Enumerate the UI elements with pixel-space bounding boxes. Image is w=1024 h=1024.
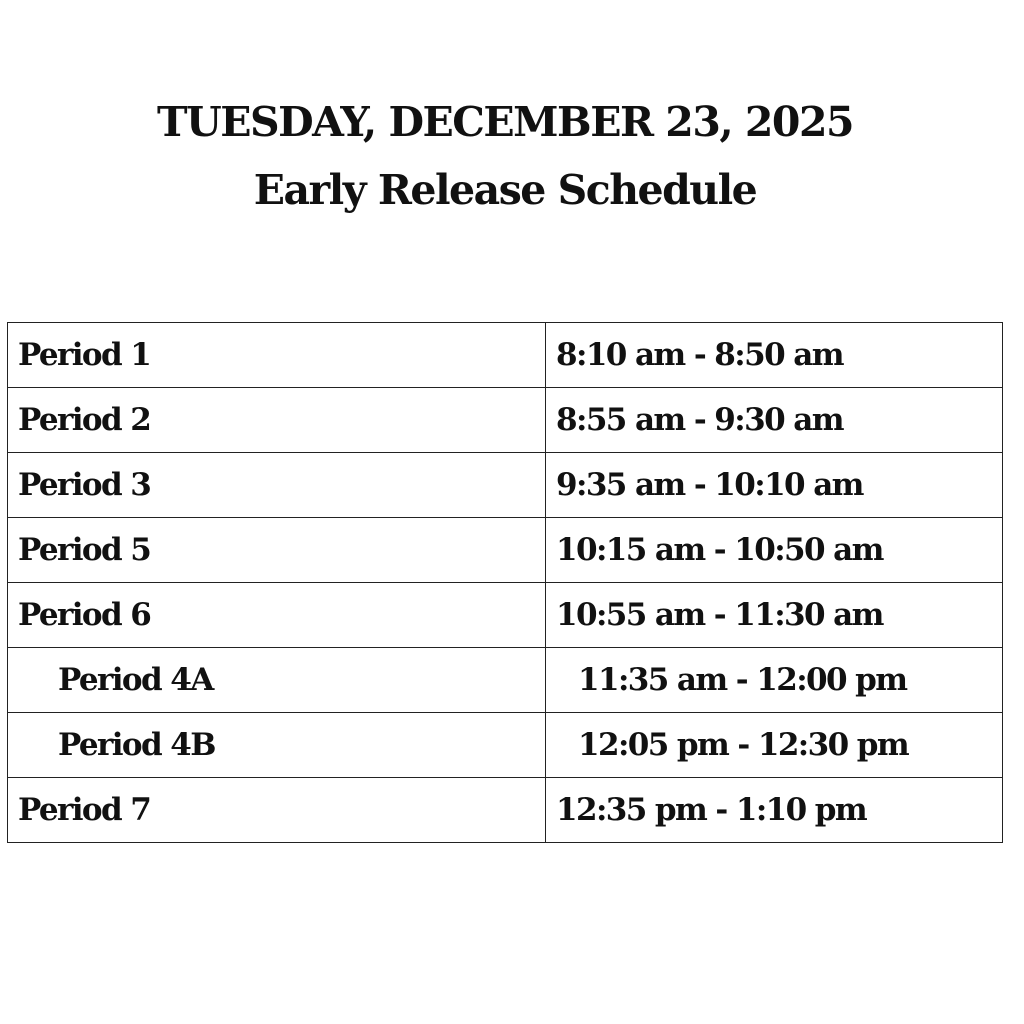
table-row	[8, 583, 1003, 648]
time-cell: 11:35 am - 12:00 pm	[546, 648, 1003, 713]
period-cell: Period 7	[8, 778, 546, 843]
period-cell: Period 3	[8, 453, 546, 518]
time-cell: 10:15 am - 10:50 am	[546, 518, 1003, 583]
page-title	[0, 88, 1010, 224]
period-cell: Period 1	[8, 323, 546, 388]
period-cell: Period 2	[8, 388, 546, 453]
time-cell: 12:05 pm - 12:30 pm	[546, 713, 1003, 778]
table-row	[8, 648, 1003, 713]
schedule-subtitle: Early Release Schedule	[253, 166, 757, 214]
period-cell: Period 6	[8, 583, 546, 648]
period-cell: Period 4A	[8, 648, 546, 713]
table-row	[8, 713, 1003, 778]
schedule-table	[7, 322, 1003, 843]
time-cell: 8:55 am - 9:30 am	[546, 388, 1003, 453]
table-row	[8, 453, 1003, 518]
period-cell: Period 4B	[8, 713, 546, 778]
period-cell: Period 5	[8, 518, 546, 583]
time-cell: 8:10 am - 8:50 am	[546, 323, 1003, 388]
time-cell: 9:35 am - 10:10 am	[546, 453, 1003, 518]
table-row	[8, 323, 1003, 388]
time-cell: 10:55 am - 11:30 am	[546, 583, 1003, 648]
time-cell: 12:35 pm - 1:10 pm	[546, 778, 1003, 843]
table-row	[8, 518, 1003, 583]
table-row	[8, 388, 1003, 453]
date-heading: TUESDAY, DECEMBER 23, 2025	[156, 98, 854, 146]
table-row	[8, 778, 1003, 843]
